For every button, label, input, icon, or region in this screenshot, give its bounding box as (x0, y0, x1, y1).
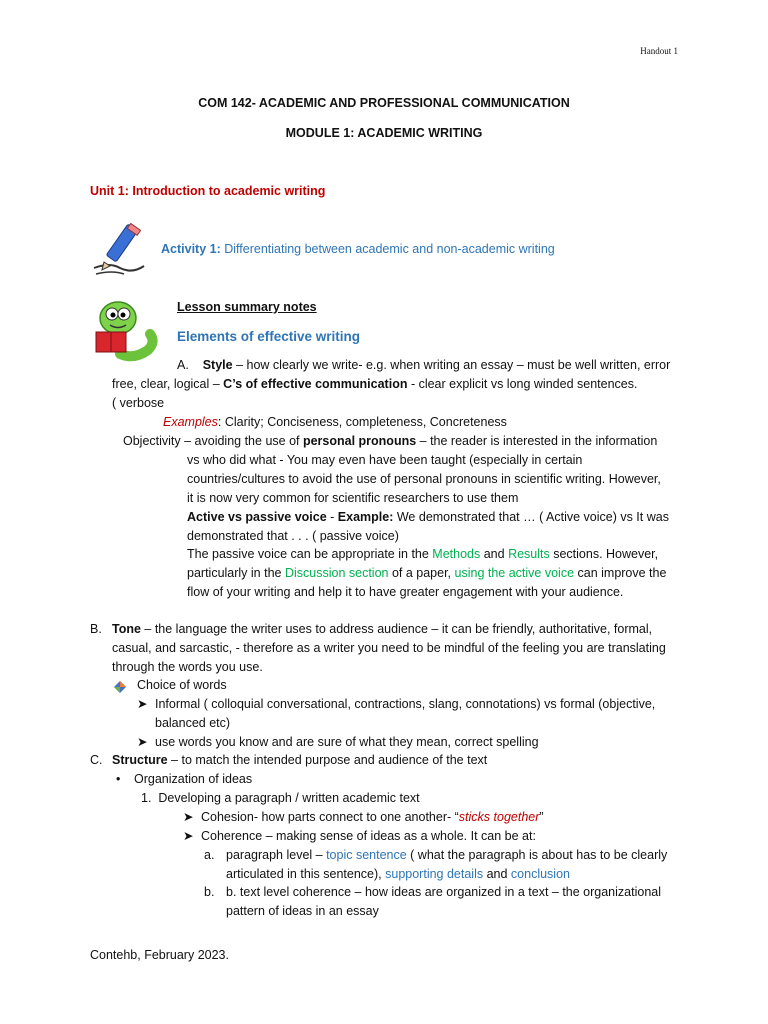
cohesion-line (183, 808, 544, 827)
style-label: Style (202, 358, 233, 372)
cohesion-text-c: ” (539, 810, 544, 824)
passive-line-2 (187, 564, 666, 583)
tone-text-1: – the language the writer uses to address audience – it can be friendly, authoritative, formal, (140, 622, 653, 636)
coherence-text: Coherence – making sense of ideas as a whole. It can be at: (201, 829, 536, 843)
style-text-1: – how clearly we write- e.g. when writing an essay – must be well written, error (232, 358, 671, 372)
arrowhead-bullet-icon: ➤ (183, 810, 194, 824)
voice-line-2: demonstrated that . . . ( passive voice) (187, 529, 399, 543)
personal-pronouns: personal pronouns (302, 434, 417, 448)
tone-line-3: through the words you use. (112, 660, 263, 674)
arrowhead-bullet-icon: ➤ (137, 735, 148, 749)
cs-communication: C’s of effective communication (223, 377, 408, 391)
bookworm-icon (90, 294, 160, 362)
style-text-2c: - clear explicit vs long winded sentences. (407, 377, 638, 391)
arrowhead-bullet-icon: ➤ (137, 697, 148, 711)
passive-text-a: The passive voice can be appropriate in the (187, 547, 433, 561)
sticks-together: sticks together (458, 810, 540, 824)
objectivity-line-2: vs who did what - You may even have been taught (especially in certain (187, 453, 583, 467)
lesson-summary-heading: Lesson summary notes (177, 300, 317, 314)
handout-label: Handout 1 (640, 46, 678, 56)
passive-line-3: flow of your writing and help it to have greater engagement with your audience. (187, 585, 624, 599)
objectivity-text-1a: Objectivity – avoiding the use of (123, 434, 303, 448)
style-line-1 (177, 356, 670, 375)
objectivity-line-1 (123, 432, 657, 451)
course-title: COM 142- ACADEMIC AND PROFESSIONAL COMMUNICATION (198, 96, 570, 110)
words-line (137, 733, 539, 752)
tone-label: Tone (112, 622, 141, 636)
informal-line-2: balanced etc) (155, 716, 231, 730)
informal-line-1 (137, 695, 655, 714)
conclusion-term: conclusion (510, 867, 570, 881)
tone-letter: B. (90, 622, 102, 636)
developing-number: 1. (141, 791, 152, 805)
passive-text-e: sections. However, (549, 547, 659, 561)
passive2-text-c: of a paper, (388, 566, 455, 580)
module-title: MODULE 1: ACADEMIC WRITING (285, 126, 483, 140)
text-level-line-1: b. text level coherence – how ideas are organized in a text – the organizational (226, 885, 661, 899)
objectivity-line-3: countries/cultures to avoid the use of personal pronouns in scientific writing. However, (187, 472, 661, 486)
methods-term: Methods (432, 547, 481, 561)
structure-letter: C. (90, 753, 103, 767)
paragraph-level-text-a: paragraph level – (226, 848, 327, 862)
style-text-2a: free, clear, logical – (112, 377, 224, 391)
a-letter: a. (204, 848, 215, 862)
passive2-text-a: particularly in the (187, 566, 285, 580)
voice-example: We demonstrated that … ( Active voice) vs It was (393, 510, 669, 524)
style-line-2 (112, 375, 637, 394)
organization-text: Organization of ideas (134, 772, 253, 786)
paragraph2-text-a: articulated in this sentence), (226, 867, 386, 881)
active-voice-term: using the active voice (454, 566, 575, 580)
elements-heading: Elements of effective writing (177, 329, 361, 344)
activity-text: Differentiating between academic and non-academic writing (220, 242, 555, 256)
pencil-icon (90, 222, 148, 278)
words-text: use words you know and are sure of what they mean, correct spelling (155, 735, 539, 749)
b-letter: b. (204, 885, 215, 899)
voice-line-1 (187, 508, 669, 527)
dot-bullet-icon: • (116, 772, 121, 786)
choice-of-words: Choice of words (137, 678, 227, 692)
tone-line-1 (112, 620, 652, 639)
structure-text-1: – to match the intended purpose and audience of the text (167, 753, 488, 767)
paragraph-level-line-2 (226, 865, 570, 884)
examples-text: : Clarity; Conciseness, completeness, Concreteness (217, 415, 507, 429)
objectivity-line-4: it is now very common for scientific researchers to use them (187, 491, 519, 505)
structure-line-1 (112, 751, 487, 770)
developing-line (141, 789, 420, 808)
organization-line (116, 770, 252, 789)
developing-text: Developing a paragraph / written academic text (158, 791, 420, 805)
arrowhead-bullet-icon: ➤ (183, 829, 194, 843)
examples-line (163, 413, 507, 432)
paragraph-level-text-c: ( what the paragraph is about has to be clearly (406, 848, 668, 862)
style-line-3: ( verbose (112, 396, 165, 410)
results-term: Results (508, 547, 550, 561)
footer-text: Contehb, February 2023. (90, 948, 229, 962)
diamond-bullet-icon (114, 680, 126, 692)
supporting-details-term: supporting details (385, 867, 484, 881)
cohesion-text-a: Cohesion- how parts connect to one another- “ (201, 810, 459, 824)
voice-label: Active vs passive voice (187, 510, 327, 524)
voice-sep: - (326, 510, 338, 524)
unit-heading: Unit 1: Introduction to academic writing (90, 184, 326, 198)
style-letter: A. (177, 358, 189, 372)
discussion-term: Discussion section (284, 566, 389, 580)
examples-label: Examples (163, 415, 218, 429)
objectivity-text-1c: – the reader is interested in the information (416, 434, 658, 448)
text-level-line-2: pattern of ideas in an essay (226, 904, 379, 918)
tone-line-2: casual, and sarcastic, - therefore as a writer you need to be mindful of the feeling you are translating (112, 641, 666, 655)
structure-label: Structure (112, 753, 168, 767)
paragraph-level-line-1 (226, 846, 667, 865)
paragraph2-text-c: and (483, 867, 511, 881)
activity-label: Activity 1: (161, 242, 221, 256)
passive-line-1 (187, 545, 658, 564)
informal-text-1: Informal ( colloquial conversational, contractions, slang, connotations) vs formal (objective, (155, 697, 656, 711)
activity-line (161, 240, 555, 259)
example-label: Example: (337, 510, 394, 524)
topic-sentence-term: topic sentence (326, 848, 407, 862)
passive2-text-e: can improve the (574, 566, 667, 580)
coherence-line (183, 827, 536, 846)
passive-text-c: and (480, 547, 509, 561)
